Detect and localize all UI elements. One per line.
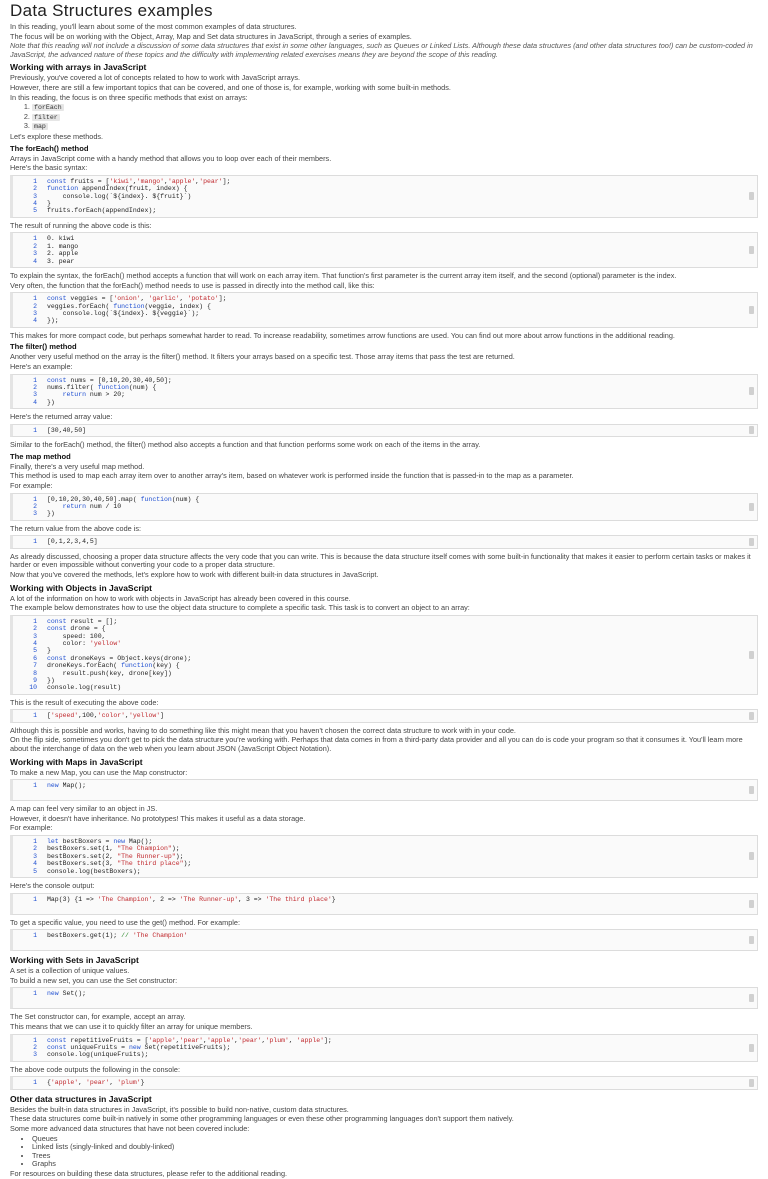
scrollbar-thumb[interactable] [749, 246, 754, 254]
paragraph: This is the result of executing the above code: [10, 697, 159, 707]
code-line: 5 } [17, 647, 743, 654]
code-line: 8 result.push(key, drone[key]) [17, 670, 743, 677]
line-number: 1 [33, 782, 37, 790]
line-number: 2 [33, 383, 37, 391]
line-number: 4 [33, 257, 37, 265]
paragraph: On the flip side, sometimes you don't get to pick the data structure you're working with. Perhaps that data comes in from a third-party data provider and all you can do is code your program so that it consumes it. You'll learn more about the interchange of data on the web when you learn about JSON (JavaScript Object Notation). [10, 735, 743, 753]
paragraph: Previously, you've covered a lot of concepts related to how to work with JavaScript arrays. [10, 73, 301, 83]
code-line: 1 bestBoxers.get(1); // 'The Champion' [17, 932, 743, 939]
code-block[interactable] [10, 615, 758, 695]
line-number: 3 [33, 1051, 37, 1059]
code-line: 1 [0,1,2,3,4,5] [17, 538, 743, 545]
section-heading-arrays: Working with arrays in JavaScript [10, 62, 147, 73]
paragraph: The Set constructor can, for example, accept an array. [10, 1012, 186, 1022]
code-line: 1 ['speed',100,'color','yellow'] [17, 712, 743, 719]
code-line: 2 bestBoxers.set(1, "The Champion"); [17, 845, 743, 852]
paragraph: Let's explore these methods. [10, 131, 104, 141]
scrollbar-thumb[interactable] [749, 538, 754, 546]
code-line: 6 const droneKeys = Object.keys(drone); [17, 655, 743, 662]
section-heading-objects: Working with Objects in JavaScript [10, 582, 153, 593]
line-number: 5 [33, 207, 37, 215]
line-number: 1 [33, 837, 37, 845]
scrollbar-thumb[interactable] [749, 306, 754, 314]
paragraph: To make a new Map, you can use the Map constructor: [10, 767, 188, 777]
code-line: 1 [30,40,50] [17, 427, 743, 434]
paragraph: Here's an example: [10, 361, 73, 371]
paragraph: Here's the basic syntax: [10, 163, 88, 173]
code-block[interactable] [10, 1076, 758, 1089]
intro-paragraph: The focus will be on working with the Object, Array, Map and Set data structures in JavaScript, through a series of examples. [10, 31, 412, 41]
line-number: 7 [33, 662, 37, 670]
scrollbar-thumb[interactable] [749, 994, 754, 1002]
page-title: Data Structures examples [10, 1, 213, 20]
code-line: 2 return num / 10 [17, 503, 743, 510]
code-line: 2 const drone = { [17, 625, 743, 632]
scrollbar-thumb[interactable] [749, 387, 754, 395]
paragraph: To build a new set, you can use the Set constructor: [10, 975, 178, 985]
code-line: 3 }) [17, 510, 743, 517]
code-line: 1 const repetitiveFruits = ['apple','pear','apple','pear','plum', 'apple']; [17, 1037, 743, 1044]
code-block[interactable] [10, 893, 758, 915]
code-line: 4 color: 'yellow' [17, 640, 743, 647]
line-number: 1 [33, 990, 37, 998]
line-number: 3 [33, 250, 37, 258]
code-line: 1 const fruits = ['kiwi','mango','apple','pear']; [17, 178, 743, 185]
line-number: 8 [33, 669, 37, 677]
line-number: 4 [33, 860, 37, 868]
line-number: 3 [33, 192, 37, 200]
code-line: 2 1. mango [17, 243, 743, 250]
line-number: 3 [33, 391, 37, 399]
code-line: 2 const uniqueFruits = new Set(repetitiveFruits); [17, 1044, 743, 1051]
code-line: 1 const veggies = ['onion', 'garlic', 'potato']; [17, 295, 743, 302]
scrollbar-thumb[interactable] [749, 712, 754, 720]
code-line: 4 }); [17, 317, 743, 324]
paragraph: Very often, the function that the forEach() method needs to use is passed in directly into the method call, like this: [10, 280, 375, 290]
paragraph: To explain the syntax, the forEach() method accepts a function that will work on each array item. That function's first parameter is the current array item itself, and the second (optional) parameter is the index. [10, 270, 677, 280]
code-line: 3 console.log(`${index}. ${fruit}`) [17, 193, 743, 200]
code-block[interactable] [10, 987, 758, 1009]
code-line: 5 console.log(bestBoxers); [17, 868, 743, 875]
paragraph: However, there are still a few important topics that can be covered, and one of those is, for example, working with some built-in methods. [10, 82, 451, 92]
advanced-structures-list [10, 1135, 758, 1169]
line-number: 1 [33, 295, 37, 303]
code-line: 3 console.log(`${index}. ${veggie}`); [17, 310, 743, 317]
code-line: 1 new Set(); [17, 990, 743, 997]
line-number: 2 [33, 185, 37, 193]
code-line: 4 } [17, 200, 743, 207]
line-number: 10 [29, 684, 37, 692]
paragraph: Here's the returned array value: [10, 412, 113, 422]
paragraph: However, it doesn't have inheritance. No prototypes! This makes it useful as a data storage. [10, 813, 306, 823]
line-number: 1 [33, 495, 37, 503]
paragraph: To get a specific value, you need to use the get() method. For example: [10, 917, 240, 927]
paragraph: The result of running the above code is this: [10, 220, 152, 230]
line-number: 1 [33, 1036, 37, 1044]
line-number: 1 [33, 1079, 37, 1087]
code-block[interactable] [10, 374, 758, 410]
code-block[interactable] [10, 1034, 758, 1062]
scrollbar-thumb[interactable] [749, 503, 754, 511]
list-item: 3. map [32, 122, 758, 132]
paragraph: A map can feel very similar to an object in JS. [10, 804, 158, 814]
paragraph: As already discussed, choosing a proper data structure affects the very code that you can write. This is because the data structure itself comes with some built-in functionality that makes it easier to perform certain tasks or makes it harder or even impossible without converting your code to a proper data structure. [10, 551, 751, 570]
code-line: 1 {'apple', 'pear', 'plum'} [17, 1079, 743, 1086]
paragraph: These data structures come built-in natively in some other programming languages or even these other programming languages don't support them natively. [10, 1114, 514, 1124]
code-block[interactable] [10, 175, 758, 218]
paragraph: For example: [10, 480, 53, 490]
list-item: • Graphs [32, 1160, 758, 1169]
line-number: 1 [33, 932, 37, 940]
code-line: 2 veggies.forEach( function(veggie, index) { [17, 303, 743, 310]
code-line: 5 fruits.forEach(appendIndex); [17, 207, 743, 214]
line-number: 2 [33, 845, 37, 853]
paragraph: Although this is possible and works, having to do something like this might mean that you haven't chosen the correct data structure to work with in your code. [10, 725, 516, 735]
line-number: 6 [33, 654, 37, 662]
code-line: 3 return num > 20; [17, 391, 743, 398]
scrollbar-thumb[interactable] [749, 1079, 754, 1087]
code-line: 4 }) [17, 399, 743, 406]
section-heading-maps: Working with Maps in JavaScript [10, 756, 143, 767]
scrollbar-thumb[interactable] [749, 936, 754, 944]
paragraph: Some more advanced data structures that have not been covered include: [10, 1123, 250, 1133]
scrollbar-thumb[interactable] [749, 852, 754, 860]
section-heading-foreach: The forEach() method [10, 143, 89, 153]
intro-paragraph: In this reading, you'll learn about some of the most common examples of data structures. [10, 22, 297, 31]
code-block[interactable] [10, 535, 758, 548]
line-number: 1 [33, 895, 37, 903]
scrollbar-thumb[interactable] [749, 900, 754, 908]
intro-note: Note that this reading will not include a discussion of some data structures that exist in some other languages, such as Queues or Linked Lists. Although these data structures (and other data structures too!) can be custom-coded in JavaScript, the advanced nature of these topics and the difficulty with implementing related exercises means they are beyond the scope of this reading. [10, 41, 753, 59]
code-line: 3 2. apple [17, 250, 743, 257]
list-item: 1. forEach [32, 103, 758, 113]
code-line: 3 bestBoxers.set(2, "The Runner-up"); [17, 853, 743, 860]
line-number: 5 [33, 867, 37, 875]
line-number: 2 [33, 502, 37, 510]
code-line: 4 bestBoxers.set(3, "The third place"); [17, 860, 743, 867]
line-number: 3 [33, 510, 37, 518]
line-number: 2 [33, 1043, 37, 1051]
code-line: 3 speed: 100, [17, 633, 743, 640]
code-line: 1 [0,10,20,30,40,50].map( function(num) { [17, 496, 743, 503]
code-block[interactable] [10, 779, 758, 801]
line-number: 2 [33, 625, 37, 633]
paragraph: This method is used to map each array item over to another array's item, based on whatever work is performed inside the function that is passed-in to the map as a parameter. [10, 471, 574, 481]
paragraph: Similar to the forEach() method, the filter() method also accepts a function and that function performs some work on each of the items in the array. [10, 440, 481, 450]
code-line: 1 const result = []; [17, 618, 743, 625]
section-heading-filter: The filter() method [10, 342, 77, 352]
paragraph: The return value from the above code is: [10, 523, 142, 533]
paragraph: Now that you've covered the methods, let's explore how to work with different built-in data structures in JavaScript. [10, 569, 379, 579]
code-block[interactable] [10, 835, 758, 878]
scrollbar-thumb[interactable] [749, 426, 754, 434]
line-number: 9 [33, 677, 37, 684]
code-line: 1 Map(3) {1 => 'The Champion', 2 => 'The Runner-up', 3 => 'The third place'} [17, 896, 743, 903]
code-line: 2 nums.filter( function(num) { [17, 384, 743, 391]
line-number: 4 [33, 398, 37, 406]
line-number: 1 [33, 426, 37, 434]
line-number: 4 [33, 639, 37, 647]
code-line: 3 console.log(uniqueFruits); [17, 1051, 743, 1058]
scrollbar-thumb[interactable] [749, 786, 754, 794]
paragraph: This makes for more compact code, but perhaps somewhat harder to read. To increase readability, sometimes arrow functions are used. You can find out more about arrow functions in the additional reading. [10, 330, 675, 340]
line-number: 1 [33, 177, 37, 185]
code-block[interactable] [10, 232, 758, 268]
line-number: 5 [33, 647, 37, 655]
list-item: • Queues [32, 1135, 758, 1144]
code-line: 4 3. pear [17, 258, 743, 265]
line-number: 1 [33, 376, 37, 384]
line-number: 3 [33, 309, 37, 317]
paragraph: For resources on building these data structures, please refer to the additional reading. [10, 1168, 288, 1178]
code-line: 1 0. kiwi [17, 235, 743, 242]
section-heading-map: The map method [10, 451, 71, 461]
code-line: 9 }) [17, 677, 743, 684]
line-number: 1 [33, 538, 37, 546]
code-line: 1 let bestBoxers = new Map(); [17, 838, 743, 845]
paragraph: In this reading, the focus is on three specific methods that exist on arrays: [10, 92, 248, 102]
paragraph: This means that we can use it to quickly filter an array for unique members. [10, 1021, 253, 1031]
paragraph: Here's the console output: [10, 881, 95, 890]
scrollbar-thumb[interactable] [749, 1044, 754, 1052]
section-heading-sets: Working with Sets in JavaScript [10, 955, 139, 966]
line-number: 1 [33, 712, 37, 720]
paragraph: The example below demonstrates how to use the object data structure to complete a specific task. This task is to convert an object to an array: [10, 603, 470, 613]
line-number: 4 [33, 317, 37, 325]
code-line: 2 function appendIndex(fruit, index) { [17, 185, 743, 192]
code-line: 7 droneKeys.forEach( function(key) { [17, 662, 743, 669]
line-number: 1 [33, 617, 37, 625]
line-number: 1 [33, 235, 37, 243]
paragraph: A lot of the information on how to work with objects in JavaScript has already been covered in this course. [10, 593, 351, 603]
paragraph: Arrays in JavaScript come with a handy method that allows you to loop over each of their members. [10, 153, 332, 163]
code-line: 1 new Map(); [17, 782, 743, 789]
code-block[interactable] [10, 292, 758, 328]
code-line: 10 console.log(result) [17, 684, 743, 691]
paragraph: The above code outputs the following in the console: [10, 1064, 180, 1074]
paragraph: Besides the built-in data structures in JavaScript, it's possible to build non-native, custom data structures. [10, 1104, 349, 1114]
paragraph: Another very useful method on the array is the filter() method. It filters your arrays based on a specific test. Those array items that pass the test are returned. [10, 352, 515, 362]
code-block[interactable] [10, 424, 758, 437]
list-item: • Linked lists (singly-linked and doubly-linked) [32, 1143, 758, 1152]
paragraph: For example: [10, 823, 53, 833]
paragraph: A set is a collection of unique values. [10, 966, 130, 976]
section-heading-other: Other data structures in JavaScript [10, 1093, 152, 1104]
line-number: 3 [33, 852, 37, 860]
line-number: 2 [33, 302, 37, 310]
line-number: 3 [33, 632, 37, 640]
list-item: 2. filter [32, 113, 758, 123]
code-block[interactable] [10, 929, 758, 951]
code-block[interactable] [10, 709, 758, 722]
list-item: • Trees [32, 1152, 758, 1161]
code-line: 1 const nums = [0,10,20,30,40,50]; [17, 377, 743, 384]
methods-list [10, 103, 758, 132]
scrollbar-thumb[interactable] [749, 192, 754, 200]
scrollbar-thumb[interactable] [749, 651, 754, 659]
line-number: 4 [33, 199, 37, 207]
paragraph: Finally, there's a very useful map method. [10, 461, 145, 471]
code-block[interactable] [10, 493, 758, 521]
line-number: 2 [33, 242, 37, 250]
